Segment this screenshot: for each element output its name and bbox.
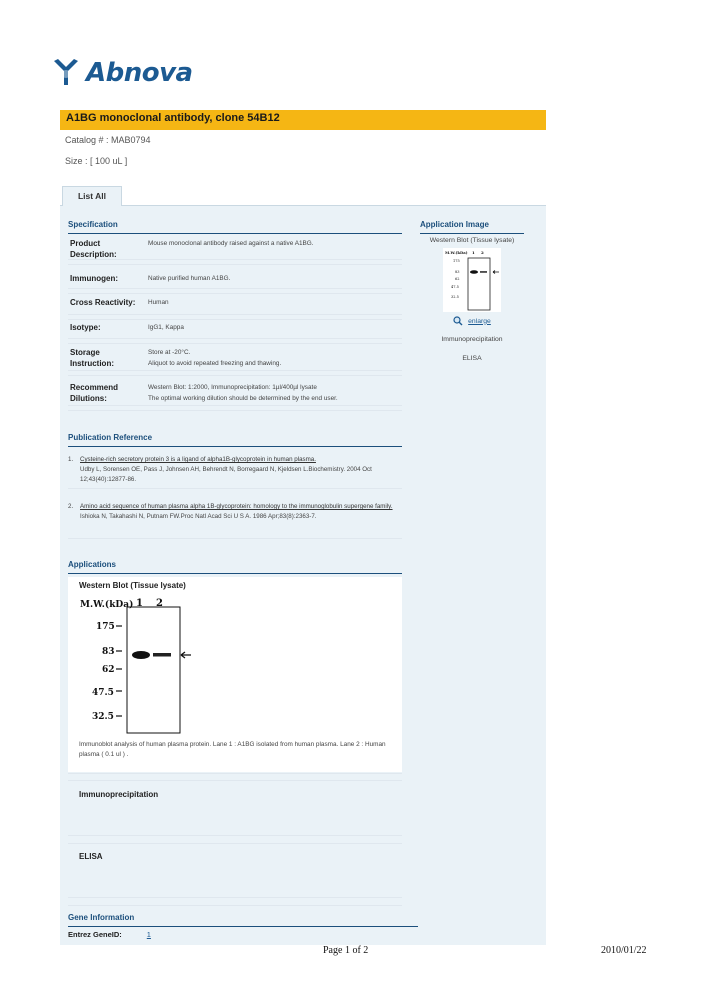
- publication-heading: Publication Reference: [68, 433, 402, 447]
- wb-band-lane-2: [153, 653, 171, 657]
- publication-number: 1.: [68, 456, 74, 463]
- spec-value: Store at -20°C. Aliquot to avoid repeated freezing and thawing.: [148, 349, 282, 367]
- specification-heading: Specification: [68, 220, 402, 234]
- spec-value: IgG1, Kappa: [148, 324, 184, 331]
- brand-name: Abnova: [86, 58, 193, 88]
- gene-information-heading: Gene Information: [68, 913, 418, 927]
- enlarge-link[interactable]: enlarge: [468, 317, 491, 325]
- divider: [68, 538, 402, 539]
- wb-marker-62: 62: [102, 665, 115, 675]
- wb-band-lane-1: [132, 651, 150, 659]
- app-image-label-western-blot: Western Blot (Tissue lysate): [429, 237, 515, 244]
- spec-value: Human: [148, 299, 169, 306]
- wb-marker-47-5: 47.5: [92, 688, 114, 698]
- entrez-gene-row: [68, 930, 151, 939]
- thumb-marker-83: 83: [455, 270, 460, 274]
- magnifier-icon[interactable]: [453, 316, 463, 326]
- product-title: A1BG monoclonal antibody, clone 54B12: [60, 110, 546, 130]
- spec-value: Mouse monoclonal antibody raised against a native A1BG.: [148, 240, 314, 247]
- publication-item: [68, 455, 402, 485]
- spec-label: Recommend Dilutions:: [70, 383, 119, 403]
- thumb-lane-2: 2: [481, 250, 484, 255]
- divider: [68, 835, 402, 836]
- application-image-panel: [420, 237, 524, 374]
- divider: [68, 897, 402, 898]
- page-number: Page 1 of 2: [323, 945, 369, 956]
- spec-row-storage: [68, 347, 402, 371]
- publication-item: [68, 502, 402, 522]
- wb-marker-175: 175: [96, 622, 115, 632]
- product-size: Size : [ 100 uL ]: [65, 156, 128, 166]
- spec-label: Product Description:: [70, 239, 117, 259]
- entrez-gene-label: Entrez GeneID:: [68, 930, 122, 939]
- western-blot-thumbnail[interactable]: [443, 248, 501, 312]
- app-image-label-elisa: ELISA: [462, 355, 482, 362]
- publication-citation: Ishioka N, Takahashi N, Putnam FW.Proc Natl Acad Sci U S A. 1986 Apr;83(8):2363-7.: [80, 513, 317, 520]
- app-image-label-immunoprecipitation: Immunoprecipitation: [441, 336, 503, 343]
- spec-value: Native purified human A1BG.: [148, 275, 231, 282]
- divider: [68, 843, 402, 844]
- print-date: 2010/01/22: [601, 945, 647, 956]
- thumb-marker-47-5: 47.5: [451, 285, 459, 289]
- elisa-title: ELISA: [79, 852, 103, 861]
- spec-row-cross-reactivity: [68, 297, 402, 315]
- immunoprecipitation-title: Immunoprecipitation: [79, 790, 159, 799]
- western-blot-title: Western Blot (Tissue lysate): [79, 581, 186, 590]
- publication-citation: Udby L, Sorensen OE, Pass J, Johnsen AH, Behrendt N, Borregaard N, Kjeldsen L.Biochemistry. 2004 Oct 12;43(40):12877-86.: [80, 466, 372, 483]
- spec-label: Cross Reactivity:: [70, 298, 136, 307]
- wb-lane-2: 2: [156, 598, 163, 609]
- divider: [68, 780, 402, 781]
- antibody-logo-icon: [50, 58, 80, 88]
- spec-row-dilutions: [68, 382, 402, 406]
- western-blot-caption: Immunoblot analysis of human plasma protein. Lane 1 : A1BG isolated from human plasma. Lane 2 : Human plasma ( 0.1 ul ) .: [79, 741, 386, 758]
- thumb-lane-1: 1: [472, 250, 475, 255]
- thumb-mw-header: M.W.(kDa): [445, 250, 468, 255]
- publication-number: 2.: [68, 503, 74, 510]
- wb-mw-header: M.W.(kDa): [80, 600, 134, 610]
- wb-marker-83: 83: [102, 647, 115, 657]
- spec-label: Isotype:: [70, 323, 101, 332]
- entrez-gene-link[interactable]: 1: [146, 930, 151, 939]
- spec-row-immunogen: [68, 273, 402, 289]
- thumb-marker-175: 175: [453, 259, 460, 263]
- thumb-band-lane-1: [470, 270, 478, 274]
- publication-title-link[interactable]: Amino acid sequence of human plasma alpha 1B-glycoprotein: homology to the immunoglobulin supergene family.: [80, 503, 393, 510]
- publication-title-link[interactable]: Cysteine-rich secretory protein 3 is a ligand of alpha1B-glycoprotein in human plasma.: [80, 456, 316, 463]
- abnova-logo[interactable]: [50, 58, 193, 88]
- spec-row-isotype: [68, 322, 402, 339]
- applications-heading: Applications: [68, 560, 402, 574]
- thumb-band-lane-2: [480, 271, 487, 273]
- divider: [68, 905, 402, 906]
- wb-marker-32-5: 32.5: [92, 712, 114, 722]
- catalog-number: Catalog # : MAB0794: [65, 135, 151, 145]
- divider: [68, 773, 402, 774]
- enlarge-row: [420, 316, 524, 326]
- western-blot-image: [78, 595, 194, 735]
- tab-list-all[interactable]: List All: [62, 186, 122, 206]
- wb-lane-1: 1: [136, 598, 143, 609]
- application-image-heading: Application Image: [420, 220, 524, 234]
- spec-value: Western Blot: 1:2000, Immunoprecipitation: 1µl/400µl lysate The optimal working dilution should be determined by the end user.: [148, 384, 338, 402]
- thumb-marker-62: 62: [455, 277, 460, 281]
- spec-row-description: [68, 238, 402, 260]
- divider: [68, 488, 402, 489]
- spec-label: Storage Instruction:: [70, 348, 114, 368]
- thumb-marker-32-5: 32.5: [451, 295, 459, 299]
- spec-label: Immunogen:: [70, 274, 118, 283]
